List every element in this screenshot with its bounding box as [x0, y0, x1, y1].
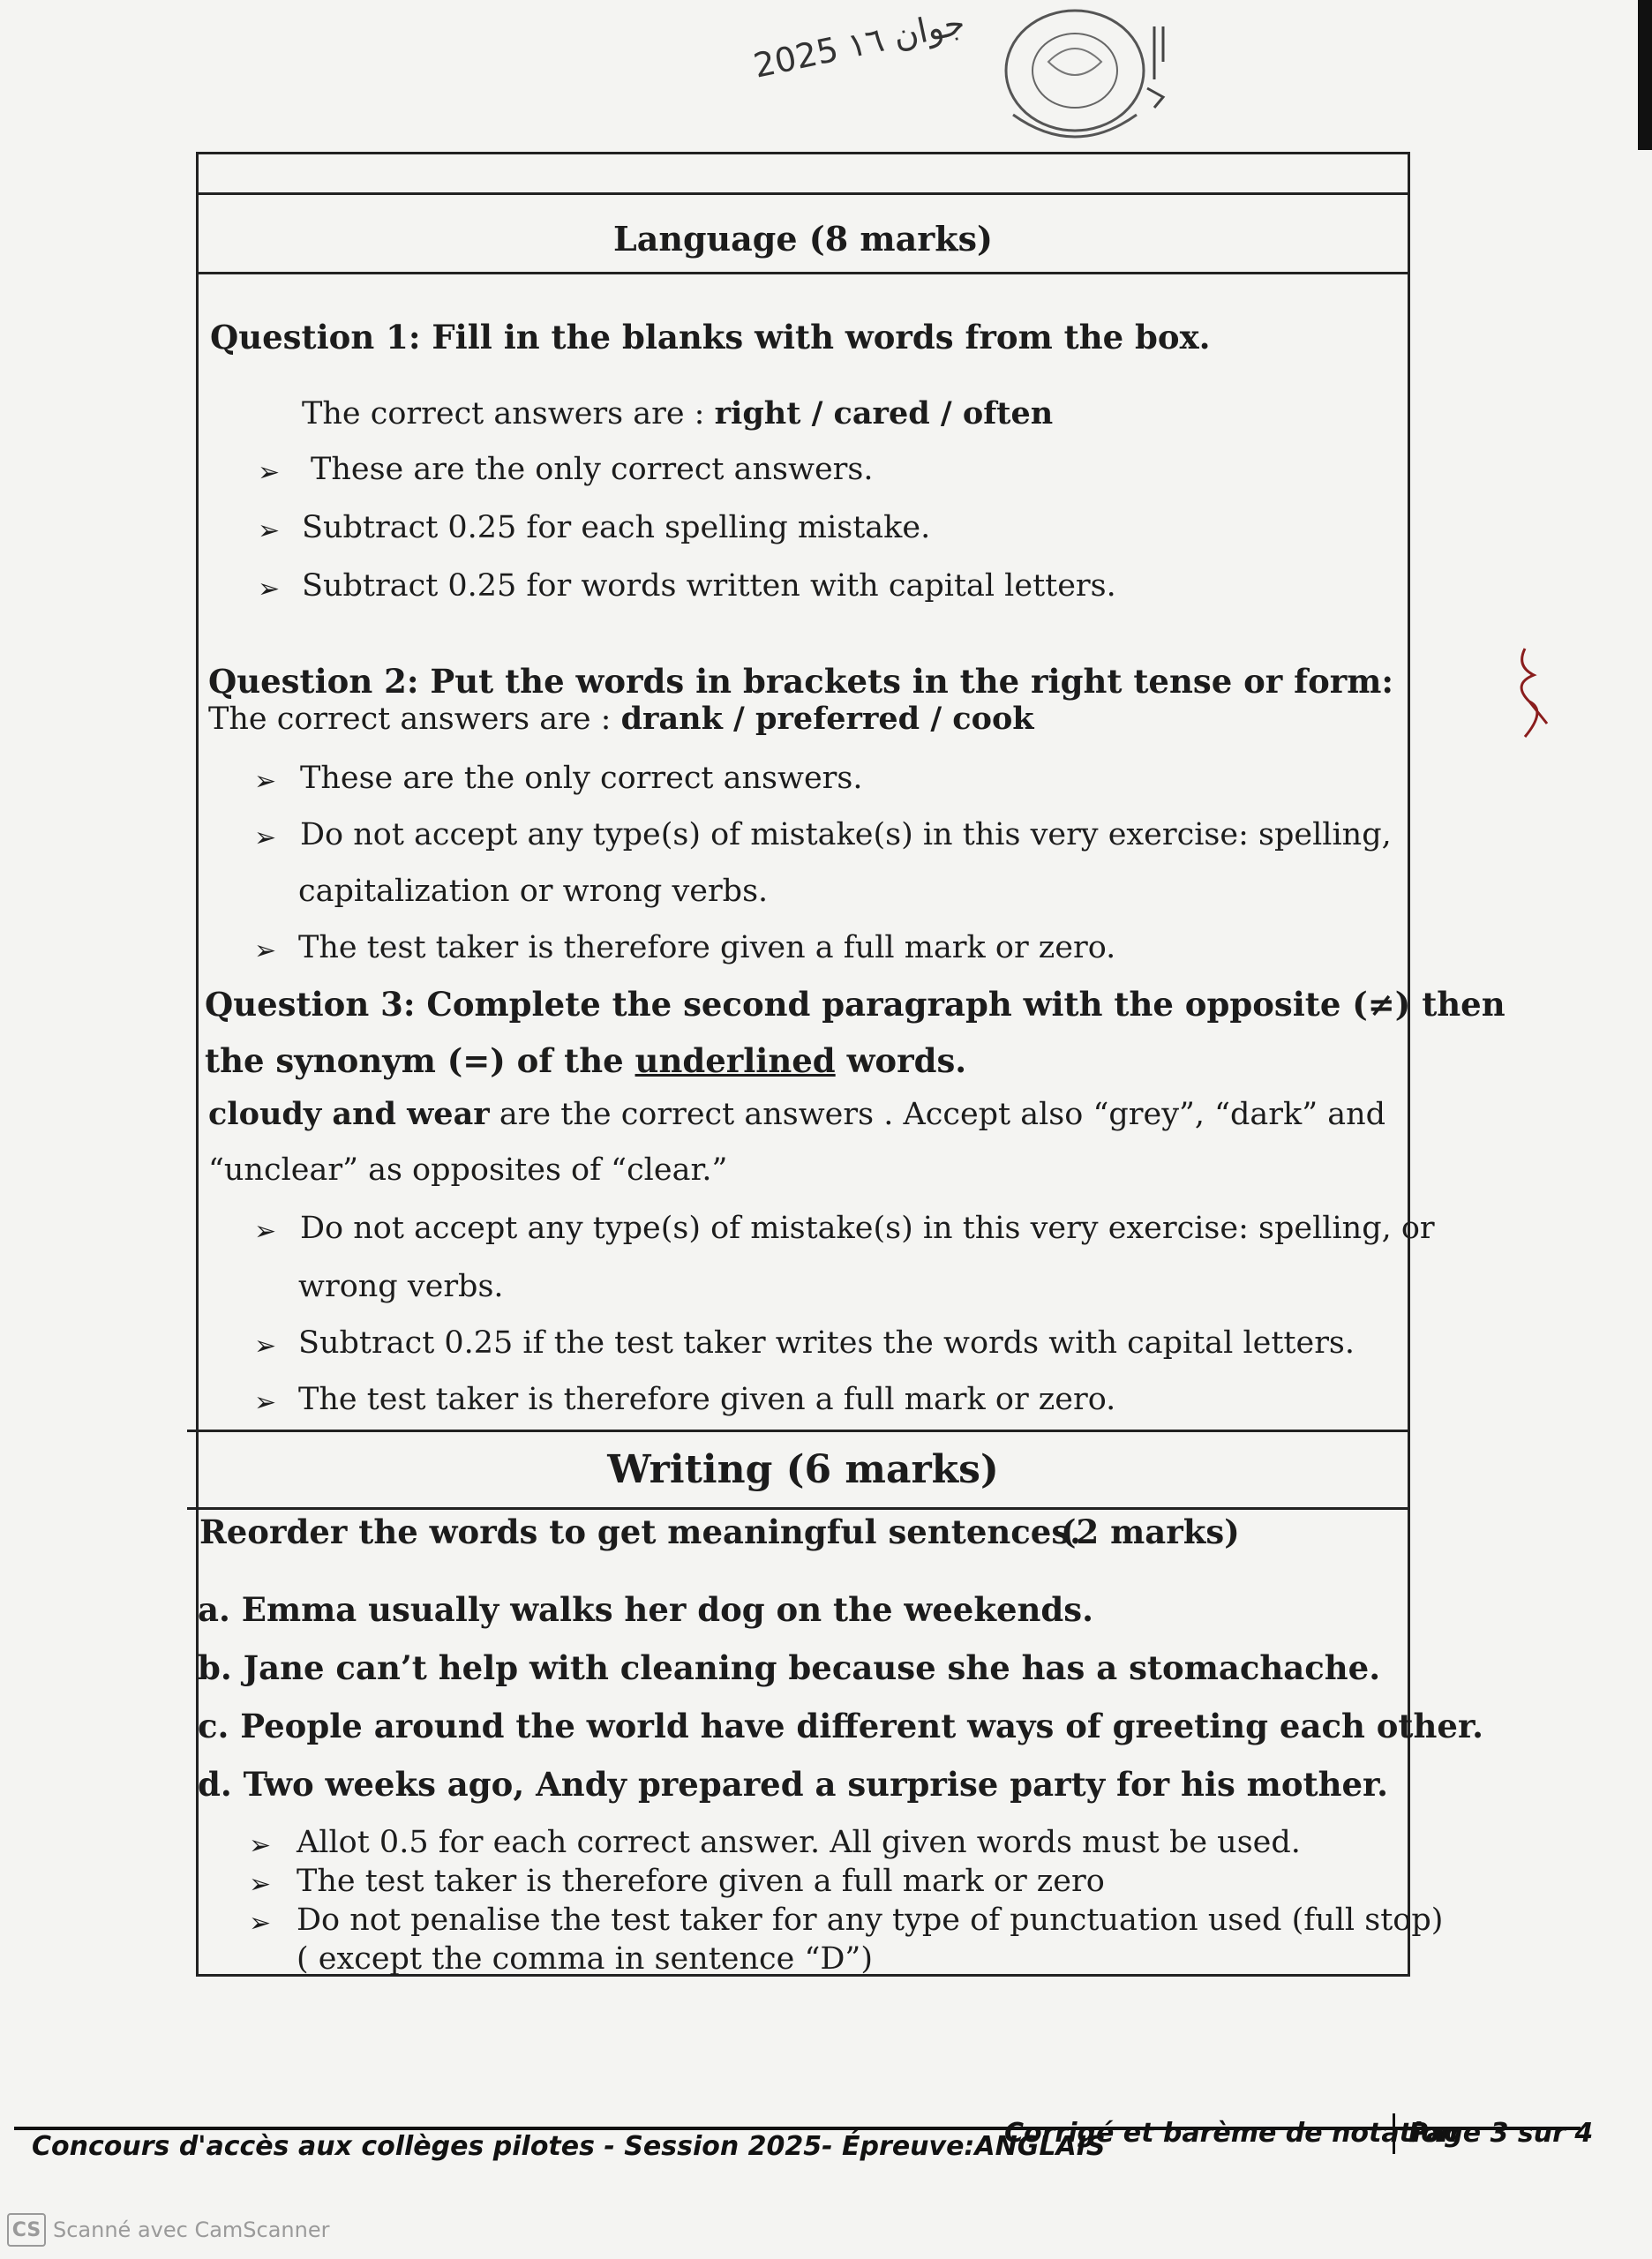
underlined-word: underlined	[635, 1041, 836, 1080]
bullet-icon: ➢	[249, 1869, 272, 1900]
sentence-a: a. Emma usually walks her dog on the weekends.	[198, 1590, 1094, 1629]
footer-exam-title: Concours d'accès aux collèges pilotes - Session 2025- Épreuve:ANGLAIS	[32, 2131, 1106, 2162]
date-stamp: 2025 جوان ١٦	[750, 3, 969, 86]
bullet-icon: ➢	[254, 1331, 277, 1362]
answers-list: cloudy and wear	[208, 1096, 490, 1132]
bullet-icon: ➢	[254, 766, 277, 797]
sentence-d: d. Two weeks ago, Andy prepared a surprise party for his mother.	[198, 1765, 1389, 1804]
answers-note: are the correct answers . Accept also “grey”, “dark” and	[489, 1097, 1386, 1132]
q3-bullet-3: The test taker is therefore given a full mark or zero.	[298, 1382, 1116, 1417]
q2-bullet-2-cont: capitalization or wrong verbs.	[298, 874, 769, 909]
question-3-answers-cont: “unclear” as opposites of “clear.”	[208, 1152, 728, 1188]
title-text: the synonym (=) of the	[205, 1041, 635, 1080]
question-3-answers	[208, 1096, 1385, 1132]
footer-separator	[1393, 2113, 1395, 2154]
writing-bullet-1: Allot 0.5 for each correct answer. All given words must be used.	[297, 1825, 1301, 1860]
footer-correction-label: Corrigé et barème de notation	[1004, 2118, 1459, 2149]
sentence-b: b. Jane can’t help with cleaning because she has a stomachache.	[198, 1648, 1381, 1687]
q2-bullet-1: These are the only correct answers.	[300, 761, 863, 796]
camscanner-text: Scanné avec CamScanner	[53, 2218, 330, 2242]
writing-bullet-2: The test taker is therefore given a full mark or zero	[297, 1864, 1105, 1899]
bullet-icon: ➢	[249, 1830, 272, 1861]
question-3-title: Question 3: Complete the second paragraph with the opposite (≠) then	[205, 985, 1506, 1024]
sentence-c: c. People around the world have different ways of greeting each other.	[198, 1707, 1483, 1745]
bullet-icon: ➢	[258, 457, 281, 488]
writing-heading: Writing (6 marks)	[607, 1447, 999, 1492]
official-seal-icon	[987, 9, 1181, 168]
q3-bullet-1-cont: wrong verbs.	[298, 1269, 504, 1304]
bullet-icon: ➢	[254, 1387, 277, 1418]
q3-bullet-2: Subtract 0.25 if the test taker writes the words with capital letters.	[298, 1325, 1355, 1361]
language-heading: Language (8 marks)	[613, 219, 993, 259]
question-3-title-cont	[205, 1041, 966, 1080]
q1-bullet-2: Subtract 0.25 for each spelling mistake.	[302, 510, 931, 545]
bullet-icon: ➢	[258, 515, 281, 546]
answers-prefix: The correct answers are :	[208, 702, 621, 737]
answers-list: drank / preferred / cook	[620, 701, 1034, 737]
page-edge-shadow	[1638, 0, 1652, 150]
answers-list: right / cared / often	[714, 395, 1054, 432]
language-header-rule	[196, 272, 1410, 274]
bullet-icon: ➢	[254, 935, 277, 966]
writing-header-rule	[187, 1507, 1410, 1510]
camscanner-watermark	[7, 2213, 330, 2247]
frame-top-rule	[196, 192, 1410, 195]
writing-bullet-3: Do not penalise the test taker for any type of punctuation used (full stop)	[297, 1903, 1444, 1938]
bullet-icon: ➢	[254, 1216, 277, 1247]
q3-bullet-1: Do not accept any type(s) of mistake(s) in this very exercise: spelling, or	[300, 1211, 1435, 1246]
question-2-answers	[208, 701, 1034, 737]
bullet-icon: ➢	[249, 1908, 272, 1939]
question-1-title: Question 1: Fill in the blanks with words from the box.	[210, 318, 1211, 356]
q2-bullet-2: Do not accept any type(s) of mistake(s) in this very exercise: spelling,	[300, 817, 1392, 852]
writing-instruction: Reorder the words to get meaningful sentences.	[199, 1512, 1082, 1551]
question-1-answers	[302, 395, 1053, 432]
question-2-title: Question 2: Put the words in brackets in the right tense or form:	[208, 662, 1394, 701]
bullet-icon: ➢	[254, 822, 277, 853]
answers-prefix: The correct answers are :	[302, 396, 715, 432]
bullet-icon: ➢	[258, 574, 281, 604]
q1-bullet-1: These are the only correct answers.	[311, 452, 874, 487]
writing-marks: (2 marks)	[1061, 1512, 1240, 1551]
footer-page-number: Page 3 sur 4	[1408, 2118, 1594, 2149]
writing-top-rule	[187, 1430, 1410, 1432]
writing-bullet-3-cont: ( except the comma in sentence “D”)	[297, 1941, 873, 1977]
camscanner-logo-icon: CS	[7, 2213, 46, 2247]
q2-bullet-3: The test taker is therefore given a full mark or zero.	[298, 930, 1116, 965]
q1-bullet-3: Subtract 0.25 for words written with capital letters.	[302, 568, 1116, 604]
title-text: words.	[835, 1041, 967, 1080]
handwritten-mark-icon	[1498, 644, 1551, 741]
